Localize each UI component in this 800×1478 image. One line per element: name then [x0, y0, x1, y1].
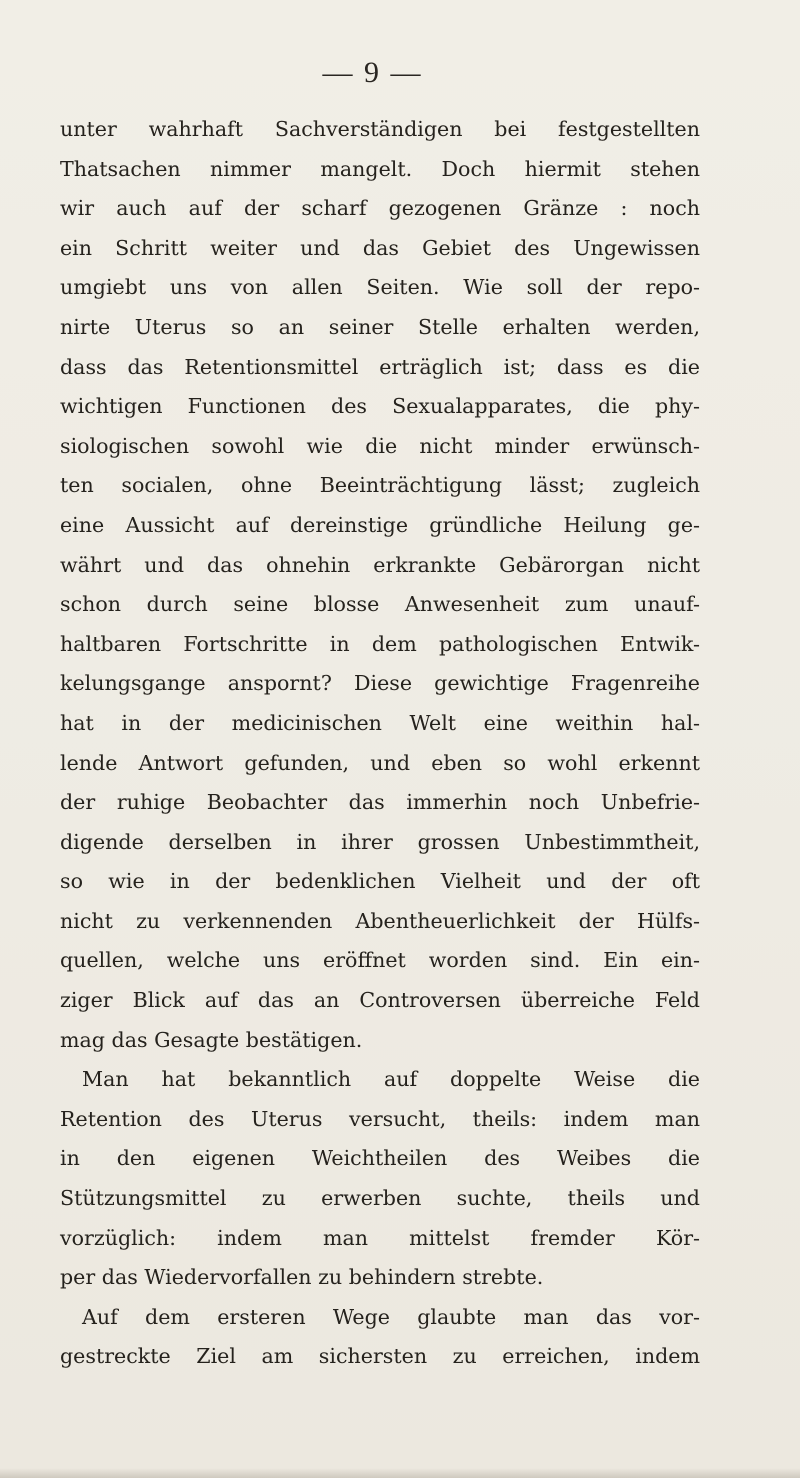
text-line: Retention des Uterus versucht, theils: indem man [60, 1106, 700, 1131]
text-line: mag das Gesagte bestätigen. [60, 1027, 363, 1052]
text-line: währt und das ohnehin erkrankte Gebärorgan nicht [60, 552, 700, 577]
text-line: der ruhige Beobachter das immerhin noch Unbefrie- [60, 790, 700, 815]
text-line: dass das Retentionsmittel erträglich ist; dass es die [60, 354, 700, 379]
text-line: ziger Blick auf das an Controversen überreiche Feld [60, 988, 700, 1013]
text-line: nirte Uterus so an seiner Stelle erhalten werden, [60, 314, 700, 339]
text-line: siologischen sowohl wie die nicht minder erwünsch- [60, 433, 700, 458]
text-line: Auf dem ersteren Wege glaubte man das vor- [82, 1304, 700, 1329]
text-line: Man hat bekanntlich auf doppelte Weise die [82, 1067, 700, 1092]
text-line: haltbaren Fortschritte in dem pathologischen Entwik- [60, 631, 700, 656]
text-line: quellen, welche uns eröffnet worden sind. Ein ein- [60, 948, 700, 973]
text-line: kelungsgange anspornt? Diese gewichtige Fragenreihe [60, 671, 700, 696]
text-line: vorzüglich: indem man mittelst fremder Kör- [60, 1225, 700, 1250]
text-line: digende derselben in ihrer grossen Unbestimmtheit, [60, 829, 700, 854]
text-line: nicht zu verkennenden Abentheuerlichkeit der Hülfs- [60, 908, 700, 933]
text-line: so wie in der bedenklichen Vielheit und der oft [60, 869, 700, 894]
text-line: Thatsachen nimmer mangelt. Doch hiermit stehen [60, 156, 700, 181]
text-line: ten socialen, ohne Beeinträchtigung lässt; zugleich [60, 473, 700, 498]
text-line: in den eigenen Weichtheilen des Weibes die [60, 1146, 700, 1171]
text-line: umgiebt uns von allen Seiten. Wie soll der repo- [60, 275, 700, 300]
text-line: wir auch auf der scharf gezogenen Gränze : noch [60, 196, 700, 221]
text-line: hat in der medicinischen Welt eine weithin hal- [60, 710, 700, 735]
text-line: wichtigen Functionen des Sexualapparates, die phy- [60, 394, 700, 419]
text-line: schon durch seine blosse Anwesenheit zum unauf- [60, 592, 700, 617]
page-bottom-edge [0, 1468, 800, 1478]
text-line: gestreckte Ziel am sichersten zu erreichen, indem [60, 1344, 700, 1369]
text-line: per das Wiedervorfallen zu behindern strebte. [60, 1265, 544, 1290]
text-line: lende Antwort gefunden, und eben so wohl erkennt [60, 750, 700, 775]
page-number: — 9 — [322, 56, 423, 89]
text-line: eine Aussicht auf dereinstige gründliche Heilung ge- [60, 512, 700, 537]
body-text [60, 110, 700, 1377]
text-line: unter wahrhaft Sachverständigen bei festgestellten [60, 117, 700, 141]
text-line: Stützungsmittel zu erwerben suchte, theils und [60, 1186, 700, 1211]
text-line: ein Schritt weiter und das Gebiet des Ungewissen [60, 235, 700, 260]
